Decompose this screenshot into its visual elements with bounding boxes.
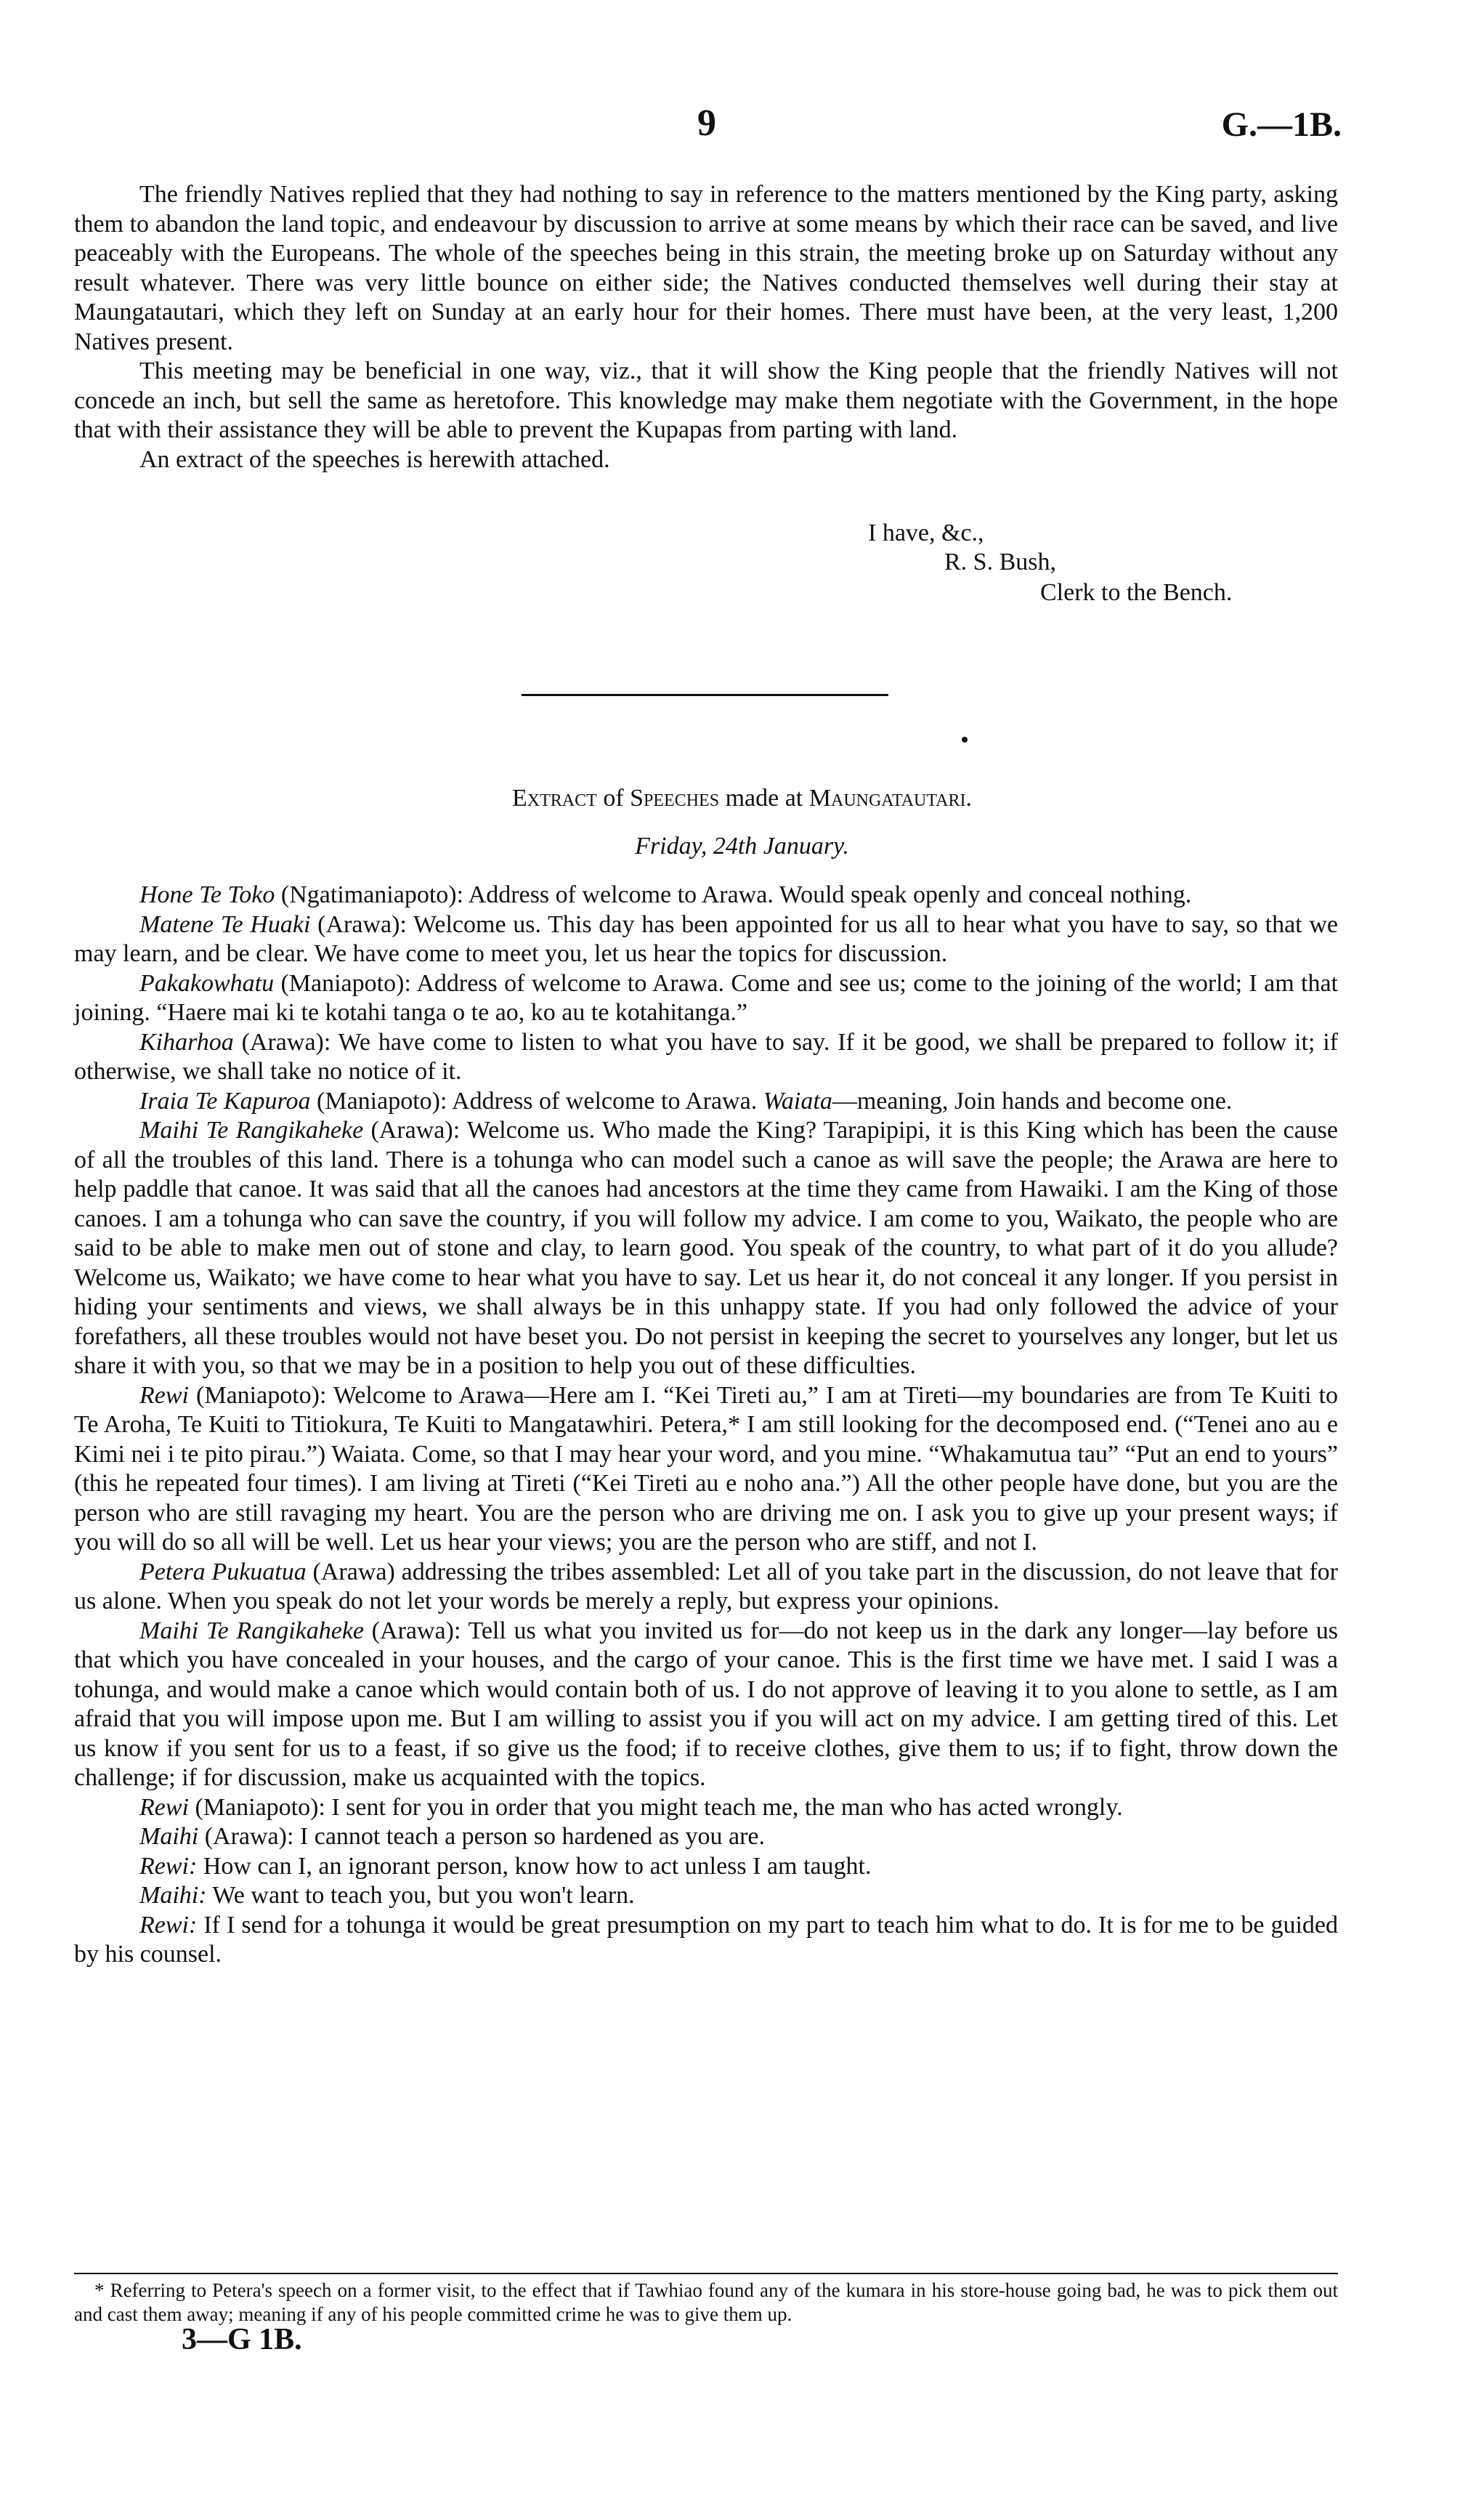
speaker-name: Rewi: <box>139 1852 198 1880</box>
speech-text: (Ngatimaniapoto): Address of welcome to Arawa. Would speak openly and conceal nothing. <box>275 881 1192 908</box>
speech-text-continued: —meaning, Join hands and become one. <box>832 1087 1233 1115</box>
speech-paragraph <box>74 1087 1338 1117</box>
speech-paragraph <box>74 1381 1338 1558</box>
speech-paragraph <box>74 1793 1338 1823</box>
extract-heading: Extract of Speeches made at Maungatautari. <box>512 785 972 812</box>
intro-paragraph-1: The friendly Natives replied that they had nothing to say in reference to the matters mentioned by the King party, asking them to abandon the land topic, and endeavour by discussion to arrive at some means by which their race can be saved, and live peaceably with the Europeans. The whole of the speeches being in this strain, the meeting broke up on Saturday without any result whatever. There was very little bounce on either side; the Natives conducted themselves well during their stay at Maungatautari, which they left on Sunday at an early hour for their homes. There must have been, at the very least, 1,200 Natives present. <box>74 181 1338 355</box>
speech-paragraph <box>74 1881 1338 1911</box>
speaker-name: Maihi: <box>139 1882 207 1909</box>
page-number: 9 <box>697 102 716 144</box>
speech-text: (Maniapoto): Address of welcome to Arawa. Come and see us; come to the joining of the world; I am that joining. “Haere mai ki te kotahi tanga o te ao, ko au te kotahitanga.” <box>74 969 1338 1026</box>
speech-paragraph <box>74 1028 1338 1087</box>
speech-paragraph <box>74 1911 1338 1970</box>
speech-text: (Arawa) addressing the tribes assembled: Let all of you take part in the discussion, do not leave that for us alone. When you speak do not let your words be merely a reply, but express your opinions. <box>74 1558 1338 1614</box>
speech-paragraph <box>74 1558 1338 1617</box>
footnote: * Referring to Petera's speech on a former visit, to the effect that if Tawhiao found any of the kumara in his store-house going bad, he was to pick them out and cast them away; meaning if any of his people committed crime he was to give them up. <box>74 2279 1338 2325</box>
signature-title: Clerk to the Bench. <box>1040 579 1233 606</box>
speech-text: (Maniapoto): Address of welcome to Arawa. <box>310 1087 763 1115</box>
speech-text: (Maniapoto): I sent for you in order that you might teach me, the man who has acted wrongly. <box>188 1793 1123 1821</box>
speaker-name: Maihi Te Rangikaheke <box>139 1617 365 1644</box>
intro-section <box>74 180 1338 474</box>
speech-text: (Arawa): We have come to listen to what you have to say. If it be good, we shall be prepared to follow it; if otherwise, we shall take no notice of it. <box>74 1028 1338 1085</box>
speaker-name: Rewi <box>139 1793 189 1821</box>
footer-reference: 3—G 1B. <box>182 2323 302 2356</box>
speeches-section <box>74 881 1338 1970</box>
speaker-name: Matene Te Huaki <box>139 910 311 938</box>
speech-paragraph <box>74 1852 1338 1882</box>
speech-paragraph <box>74 1116 1338 1381</box>
speech-text: If I send for a tohunga it would be great presumption on my part to teach him what to do. It is for me to be guided by his counsel. <box>74 1911 1338 1968</box>
speaker-name: Kiharhoa <box>139 1028 234 1056</box>
speaker-name: Rewi <box>139 1381 189 1409</box>
speaker-name: Maihi <box>139 1823 199 1850</box>
intro-paragraph-2: This meeting may be beneficial in one way, viz., that it will show the King people that the friendly Natives will not concede an inch, but sell the same as heretofore. This knowledge may make them negotiate with the Government, in the hope that with their assistance they will be able to prevent the Kupapas from parting with land. <box>74 357 1338 443</box>
footnote-divider <box>74 2273 1338 2274</box>
intro-paragraph-3: An extract of the speeches is herewith attached. <box>139 445 610 473</box>
speaker-name: Maihi Te Rangikaheke <box>139 1117 364 1144</box>
speech-text: How can I, an ignorant person, know how to act unless I am taught. <box>197 1852 872 1880</box>
speech-italic-term: Waiata <box>763 1087 832 1115</box>
speech-paragraph <box>74 881 1338 910</box>
signature-name: R. S. Bush, <box>944 549 1056 575</box>
speaker-name: Iraia Te Kapuroa <box>139 1087 311 1115</box>
section-divider <box>522 694 888 696</box>
document-reference: G.—1B. <box>1221 105 1342 144</box>
speech-text: (Arawa): Tell us what you invited us for—do not keep us in the dark any longer—lay before us that which you have concealed in your houses, and the cargo of your canoe. This is the first time we have met. I said I was a tohunga, and would make a canoe which would contain both of us. I do not approve of leaving it to you alone to settle, as I am afraid that you will impose upon me. But I am willing to assist you if you will act on my advice. I am getting tired of this. Let us know if you sent for us to a feast, if so give us the food; if to receive clothes, give them to us; if to fight, throw down the challenge; if for discussion, make us acquainted with the topics. <box>74 1617 1338 1791</box>
speech-paragraph <box>74 910 1338 969</box>
speaker-name: Hone Te Toko <box>139 881 275 908</box>
speech-text: (Maniapoto): Welcome to Arawa—Here am I. “Kei Tireti au,” I am at Tireti—my boundaries are from Te Kuiti to Te Aroha, Te Kuiti to Titiokura, Te Kuiti to Mangatawhiri. Petera,* I am still looking for the decomposed end. (“Tenei ano au e Kimi nei i te pito pirau.”) Waiata. Come, so that I may hear your word, and you mine. “Whakamutua tau” “Put an end to yours” (this he repeated four times). I am living at Tireti (“Kei Tireti au e noho ana.”) All the other people have done, but you are the person who are still ravaging my heart. You are the person who are driving me on. I ask you to give up your present ways; if you will do so all will be well. Let us hear your views; you are the person who are stiff, and not I. <box>74 1381 1338 1556</box>
speech-text: (Arawa): Welcome us. This day has been appointed for us all to hear what you have to say, so that we may learn, and be clear. We have come to meet you, let us hear the topics for discussion. <box>74 910 1338 967</box>
speech-text: (Arawa): I cannot teach a person so hardened as you are. <box>198 1823 765 1850</box>
extract-date: Friday, 24th January. <box>635 833 849 860</box>
signature-closing: I have, &c., <box>868 520 984 546</box>
speaker-name: Rewi: <box>139 1911 198 1939</box>
speech-paragraph <box>74 969 1338 1028</box>
speech-text: We want to teach you, but you won't learn. <box>206 1882 635 1909</box>
ornament-dot <box>962 737 968 743</box>
speaker-name: Pakakowhatu <box>139 969 275 997</box>
speech-paragraph <box>74 1822 1338 1852</box>
speaker-name: Petera Pukuatua <box>139 1558 307 1585</box>
speech-paragraph <box>74 1617 1338 1793</box>
speech-text: (Arawa): Welcome us. Who made the King? Tarapipipi, it is this King which has been the cause of all the troubles of this land. There is a tohunga who can model such a canoe as will save the people; the Arawa are here to help paddle that canoe. It was said that all the canoes had ancestors at the time they came from Hawaiki. I am the King of those canoes. I am a tohunga who can save the country, if you will follow my advice. I am come to you, Waikato, the people who are said to be able to make men out of stone and clay, to learn good. You speak of the country, to what part of it do you allude? Welcome us, Waikato; we have come to hear what you have to say. Let us hear it, do not conceal it any longer. If you persist in hiding your sentiments and views, we shall always be in this unhappy state. If you had only followed the advice of your forefathers, all these troubles would not have beset you. Do not persist in keeping the secret to yourselves any longer, but let us share it with you, so that we may be in a position to help you out of these difficulties. <box>74 1117 1339 1379</box>
